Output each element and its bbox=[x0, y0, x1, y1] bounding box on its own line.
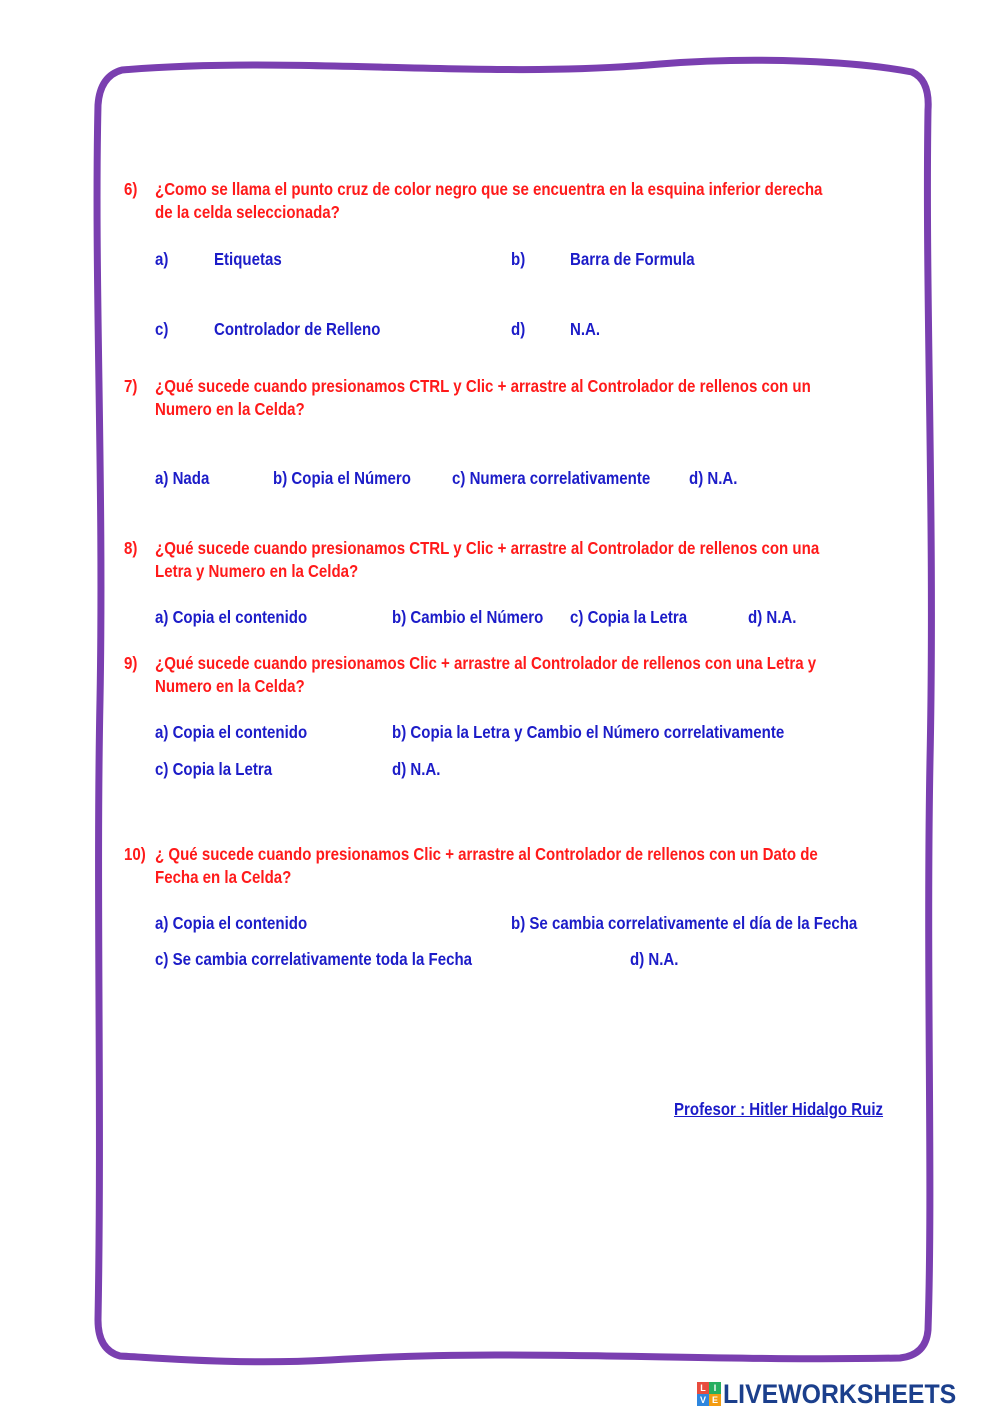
question-number: 8) bbox=[124, 538, 138, 558]
question-text-line-2: de la celda seleccionada? bbox=[155, 202, 340, 222]
logo-letter: E bbox=[709, 1394, 721, 1406]
question-text-line-1: ¿Qué sucede cuando presionamos CTRL y Clic + arrastre al Controlador de rellenos con un bbox=[155, 376, 811, 396]
option-a[interactable]: a) Copia el contenido bbox=[155, 722, 308, 742]
option-c[interactable]: Controlador de Relleno bbox=[214, 319, 381, 339]
liveworksheets-brand[interactable] bbox=[697, 1378, 977, 1410]
option-c[interactable]: c) Copia la Letra bbox=[155, 759, 273, 779]
question-text-line-2: Numero en la Celda? bbox=[155, 676, 305, 696]
option-a[interactable]: a) Copia el contenido bbox=[155, 607, 308, 627]
question-number: 9) bbox=[124, 653, 138, 673]
logo-letter: L bbox=[697, 1382, 709, 1394]
option-letter-d[interactable]: d) bbox=[511, 319, 526, 339]
option-d[interactable]: d) N.A. bbox=[392, 759, 441, 779]
option-a[interactable]: Etiquetas bbox=[214, 249, 282, 269]
option-d[interactable]: d) N.A. bbox=[748, 607, 797, 627]
question-number: 10) bbox=[124, 844, 146, 864]
question-number: 6) bbox=[124, 179, 138, 199]
option-b[interactable]: Barra de Formula bbox=[570, 249, 695, 269]
option-b[interactable]: b) Copia la Letra y Cambio el Número correlativamente bbox=[392, 722, 785, 742]
question-number: 7) bbox=[124, 376, 138, 396]
liveworksheets-wordmark: LIVEWORKSHEETS bbox=[723, 1378, 957, 1409]
option-b[interactable]: b) Cambio el Número bbox=[392, 607, 544, 627]
question-text-line-1: ¿Qué sucede cuando presionamos CTRL y Clic + arrastre al Controlador de rellenos con una bbox=[155, 538, 820, 558]
question-text-line-1: ¿ Qué sucede cuando presionamos Clic + arrastre al Controlador de rellenos con un Dato de bbox=[155, 844, 818, 864]
logo-letter: I bbox=[709, 1382, 721, 1394]
option-d[interactable]: d) N.A. bbox=[630, 949, 679, 969]
option-c[interactable]: c) Copia la Letra bbox=[570, 607, 688, 627]
question-text-line-2: Fecha en la Celda? bbox=[155, 867, 292, 887]
question-text-line-2: Letra y Numero en la Celda? bbox=[155, 561, 359, 581]
question-text-line-2: Numero en la Celda? bbox=[155, 399, 305, 419]
question-text-line-1: ¿Como se llama el punto cruz de color negro que se encuentra en la esquina inferior derecha bbox=[155, 179, 823, 199]
option-b[interactable]: b) Se cambia correlativamente el día de la Fecha bbox=[511, 913, 858, 933]
option-c[interactable]: c) Numera correlativamente bbox=[452, 468, 651, 488]
option-d[interactable]: N.A. bbox=[570, 319, 601, 339]
option-c[interactable]: c) Se cambia correlativamente toda la Fecha bbox=[155, 949, 473, 969]
liveworksheets-logo-icon bbox=[697, 1382, 721, 1406]
author-signature: Profesor : Hitler Hidalgo Ruiz bbox=[674, 1099, 884, 1119]
option-a[interactable]: a) Copia el contenido bbox=[155, 913, 308, 933]
option-d[interactable]: d) N.A. bbox=[689, 468, 738, 488]
option-letter-a[interactable]: a) bbox=[155, 249, 169, 269]
logo-letter: V bbox=[697, 1394, 709, 1406]
question-text-line-1: ¿Qué sucede cuando presionamos Clic + arrastre al Controlador de rellenos con una Letra y bbox=[155, 653, 817, 673]
option-a[interactable]: a) Nada bbox=[155, 468, 210, 488]
option-letter-b[interactable]: b) bbox=[511, 249, 526, 269]
option-letter-c[interactable]: c) bbox=[155, 319, 169, 339]
option-b[interactable]: b) Copia el Número bbox=[273, 468, 411, 488]
